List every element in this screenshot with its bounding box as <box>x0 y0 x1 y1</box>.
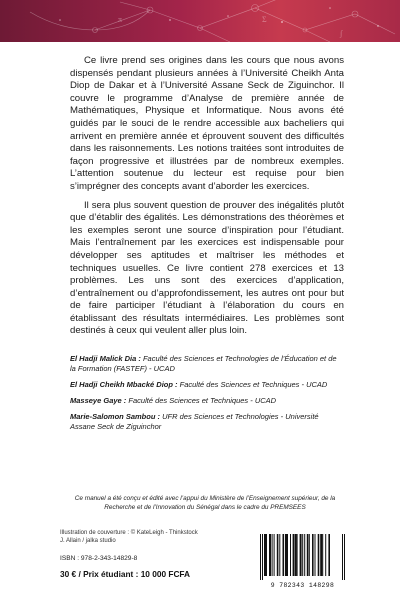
author-list <box>70 354 344 432</box>
barcode-bar <box>312 534 314 576</box>
author-entry <box>70 396 344 406</box>
author-name: Marie-Salomon Sambou : <box>70 412 161 422</box>
author-affiliation: UFR des Sciences et Technologies - Université Assane Seck de Ziguinchor <box>70 412 319 432</box>
barcode-bar <box>293 534 295 576</box>
author-name: Masseye Gaye : <box>70 396 127 406</box>
barcode-bar <box>283 534 285 576</box>
barcode-bar <box>300 534 302 576</box>
barcode-bar <box>279 534 280 576</box>
barcode-bar <box>277 534 279 576</box>
barcode-bar <box>266 534 267 576</box>
barcode-bar <box>272 534 273 576</box>
barcode-bar <box>295 534 297 576</box>
author-affiliation: Faculté des Sciences et Techniques - UCAD <box>128 396 277 406</box>
barcode-bar <box>290 534 291 576</box>
barcode-bar <box>307 534 309 576</box>
barcode-bar <box>318 534 320 576</box>
banner-decoration <box>0 0 400 42</box>
credit-line: Illustration de couverture : © KateLeigh - Thinkstock <box>60 530 198 536</box>
barcode-bar <box>269 534 271 576</box>
back-cover-text <box>70 55 344 438</box>
author-name: El Hadji Malick Dia : <box>70 354 141 364</box>
author-entry <box>70 412 344 432</box>
barcode-bar <box>309 534 310 576</box>
barcode-bar <box>287 534 288 576</box>
barcode-bar <box>344 534 345 580</box>
barcode-bars <box>258 534 347 580</box>
barcode-bar <box>262 534 263 580</box>
author-affiliation: Faculté des Sciences et Techniques - UCAD <box>179 380 328 390</box>
barcode-bar <box>285 534 287 576</box>
barcode-bar <box>322 534 323 576</box>
barcode-bar <box>328 534 330 576</box>
author-entry <box>70 380 344 390</box>
cover-banner <box>0 0 400 42</box>
author-name: El Hadji Cheikh Mbacké Diop : <box>70 380 178 390</box>
barcode-bar <box>302 534 303 576</box>
author-entry <box>70 354 344 374</box>
barcode-bar <box>274 534 275 576</box>
barcode-bar <box>297 534 298 576</box>
credit-line: J. Allain / jalka studio <box>60 538 116 544</box>
math-glyph-sum: Σ <box>262 15 267 24</box>
description-paragraph: Ce livre prend ses origines dans les cours que nous avons dispensés pendant plusieurs années à l’Université Cheikh Anta Diop de Dakar et à l’Université Assane Seck de Ziguinchor. Il couvre le programme d’Analyse de première année de Mathématiques, Physique et Informatique. Nous avons été guidés par le souci de le rendre accessible aux bacheliers qui arrivent en première année et éprouvent souvent des difficultés dans les raisonnements. Les notions traitées sont introduites de façon progressive et illustrées par de nombreux exemples. L’attention soutenue du lecteur est requise pour bien s’imprégner des concepts avant d’aborder les exercices. <box>70 55 344 192</box>
barcode-bar <box>325 534 326 576</box>
cover-credits <box>60 529 240 545</box>
description-paragraph: Il sera plus souvent question de prouver des inégalités plutôt que d’établir des égalités. Les démonstrations des théorèmes et les exemples seront une source d’inspiration pour l’étudiant. Mais l’entraînement par les exercices est indispensable pour développer ses aptitudes et maîtriser les méthodes et techniques usuelles. Ce livre contient 278 exercices et 13 problèmes. Les uns sont des exercices d’application, d’entraînement ou d’approfondissement, les autres ont pour but de faire participer l’étudiant à l’élaboration du cours en établissant des résultats intermédiaires. Les problèmes sont destinés à ceux qui veulent aller plus loin. <box>70 199 344 337</box>
barcode-bar <box>304 534 305 576</box>
barcode-bar <box>315 534 316 576</box>
barcode-digits: 9 782343 148298 <box>270 582 335 589</box>
support-note: Ce manuel a été conçu et édité avec l’appui du Ministère de l’Enseignement supérieur, de la Recherche et de l’Innovation du Sénégal dans le cadre du PREMSEES <box>74 495 336 512</box>
barcode-bar <box>320 534 322 576</box>
math-glyph-pi: π <box>118 15 123 24</box>
barcode-bar <box>264 534 266 576</box>
isbn-label: ISBN : 978-2-343-14829-8 <box>60 555 138 562</box>
barcode-bar <box>342 534 343 580</box>
price-label: 30 € / Prix étudiant : 10 000 FCFA <box>60 569 191 579</box>
author-affiliation: Faculté des Sciences et Technologies de l’Éducation et de la Formation (FASTEF) - UCAD <box>70 354 337 374</box>
barcode <box>255 534 350 592</box>
math-glyph-integral: ∫ <box>340 29 343 38</box>
barcode-bar <box>260 534 261 580</box>
